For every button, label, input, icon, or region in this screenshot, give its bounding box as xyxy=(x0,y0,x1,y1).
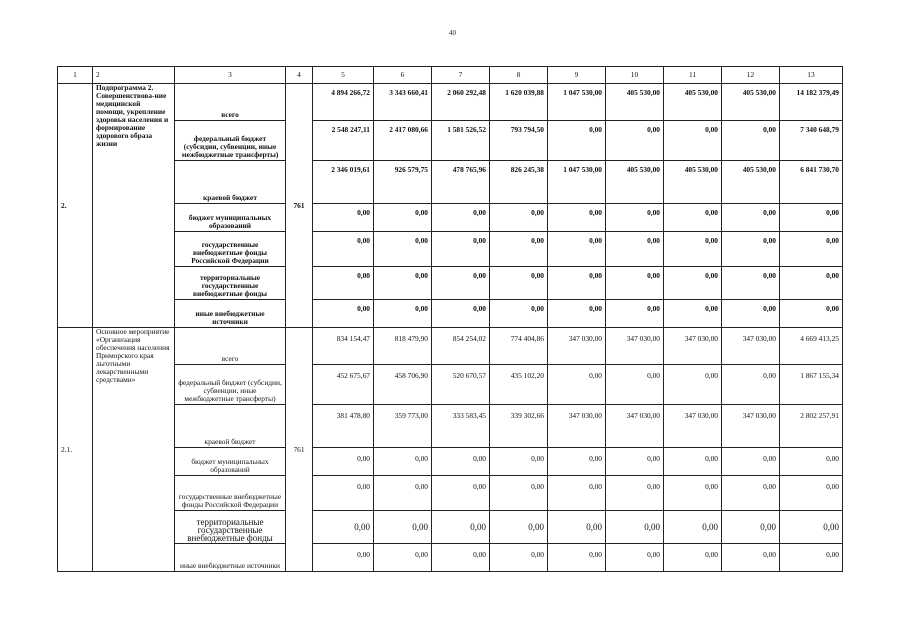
section-index: 2. xyxy=(58,84,93,328)
amount-cell: 0,00 xyxy=(432,448,490,476)
amount-cell: 0,00 xyxy=(313,300,374,328)
funding-row xyxy=(58,544,843,572)
amount-cell: 0,00 xyxy=(374,300,432,328)
amount-cell: 347 030,00 xyxy=(722,328,780,365)
amount-cell: 4 894 266,72 xyxy=(313,84,374,121)
amount-cell: 339 302,66 xyxy=(490,405,548,448)
budget-code: 761 xyxy=(286,84,313,328)
amount-cell: 0,00 xyxy=(606,121,664,161)
amount-cell: 405 530,00 xyxy=(606,161,664,204)
budget-code: 761 xyxy=(286,328,313,572)
amount-cell: 0,00 xyxy=(548,204,606,232)
amount-cell: 0,00 xyxy=(664,300,722,328)
amount-cell: 14 182 379,49 xyxy=(780,84,843,121)
amount-cell: 1 581 526,52 xyxy=(432,121,490,161)
funding-source: государственные внебюджетные фонды Российской Федерации xyxy=(175,232,286,267)
section-index: 2.1. xyxy=(58,328,93,572)
amount-cell: 0,00 xyxy=(722,121,780,161)
funding-row xyxy=(58,511,843,544)
main-activity-section xyxy=(58,328,843,572)
amount-cell: 0,00 xyxy=(664,204,722,232)
amount-cell: 0,00 xyxy=(374,511,432,544)
funding-row xyxy=(58,84,843,121)
amount-cell: 0,00 xyxy=(548,448,606,476)
funding-source: всего xyxy=(175,84,286,121)
amount-cell: 6 841 730,70 xyxy=(780,161,843,204)
amount-cell: 0,00 xyxy=(432,544,490,572)
amount-cell: 0,00 xyxy=(664,511,722,544)
amount-cell: 435 102,20 xyxy=(490,365,548,405)
amount-cell: 0,00 xyxy=(490,544,548,572)
funding-row xyxy=(58,476,843,511)
amount-cell: 0,00 xyxy=(432,511,490,544)
amount-cell: 0,00 xyxy=(490,267,548,300)
amount-cell: 0,00 xyxy=(606,544,664,572)
funding-row xyxy=(58,267,843,300)
amount-cell: 2 346 019,61 xyxy=(313,161,374,204)
funding-source: иные внебюджетные источники xyxy=(175,300,286,328)
amount-cell: 381 478,80 xyxy=(313,405,374,448)
amount-cell: 0,00 xyxy=(664,232,722,267)
section-name: Подпрограмма 2. Совершенствова-ние медицинской помощи, укрепление здоровья населения и формирование здорового образа жизни xyxy=(93,84,175,328)
funding-row xyxy=(58,365,843,405)
amount-cell: 0,00 xyxy=(606,365,664,405)
section-name: Основное мероприятие «Организация обеспечения населения Приморского края льготными лекарственными средствами» xyxy=(93,328,175,572)
amount-cell: 405 530,00 xyxy=(722,84,780,121)
amount-cell: 0,00 xyxy=(313,476,374,511)
amount-cell: 333 583,45 xyxy=(432,405,490,448)
amount-cell: 0,00 xyxy=(548,300,606,328)
funding-source: иные внебюджетные источники xyxy=(175,544,286,572)
amount-cell: 0,00 xyxy=(664,365,722,405)
amount-cell: 2 417 080,66 xyxy=(374,121,432,161)
funding-row xyxy=(58,232,843,267)
amount-cell: 0,00 xyxy=(722,232,780,267)
amount-cell: 0,00 xyxy=(548,476,606,511)
amount-cell: 0,00 xyxy=(374,448,432,476)
amount-cell: 0,00 xyxy=(432,204,490,232)
amount-cell: 0,00 xyxy=(313,448,374,476)
funding-row xyxy=(58,328,843,365)
amount-cell: 926 579,75 xyxy=(374,161,432,204)
funding-source: федеральный бюджет (субсидии, субвенции, иные межбюджетные трансферты) xyxy=(175,365,286,405)
amount-cell: 0,00 xyxy=(313,267,374,300)
amount-cell: 0,00 xyxy=(374,204,432,232)
amount-cell: 347 030,00 xyxy=(722,405,780,448)
amount-cell: 478 765,96 xyxy=(432,161,490,204)
amount-cell: 0,00 xyxy=(548,121,606,161)
amount-cell: 793 794,50 xyxy=(490,121,548,161)
funding-source: всего xyxy=(175,328,286,365)
amount-cell: 452 675,67 xyxy=(313,365,374,405)
funding-row xyxy=(58,448,843,476)
amount-cell: 0,00 xyxy=(780,204,843,232)
amount-cell: 0,00 xyxy=(490,511,548,544)
amount-cell: 0,00 xyxy=(780,544,843,572)
amount-cell: 0,00 xyxy=(490,448,548,476)
column-number: 5 xyxy=(313,67,374,84)
amount-cell: 818 479,90 xyxy=(374,328,432,365)
amount-cell: 405 530,00 xyxy=(664,161,722,204)
amount-cell: 774 404,86 xyxy=(490,328,548,365)
amount-cell: 0,00 xyxy=(313,511,374,544)
amount-cell: 0,00 xyxy=(432,476,490,511)
amount-cell: 0,00 xyxy=(722,365,780,405)
column-number: 4 xyxy=(286,67,313,84)
column-number: 10 xyxy=(606,67,664,84)
funding-row xyxy=(58,405,843,448)
amount-cell: 1 047 530,00 xyxy=(548,161,606,204)
amount-cell: 0,00 xyxy=(722,448,780,476)
amount-cell: 0,00 xyxy=(722,204,780,232)
funding-row xyxy=(58,121,843,161)
amount-cell: 0,00 xyxy=(606,267,664,300)
amount-cell: 520 670,57 xyxy=(432,365,490,405)
column-number: 12 xyxy=(722,67,780,84)
amount-cell: 0,00 xyxy=(313,204,374,232)
amount-cell: 347 030,00 xyxy=(664,328,722,365)
amount-cell: 359 773,00 xyxy=(374,405,432,448)
amount-cell: 0,00 xyxy=(606,232,664,267)
funding-source: краевой бюджет xyxy=(175,161,286,204)
amount-cell: 0,00 xyxy=(606,300,664,328)
amount-cell: 0,00 xyxy=(722,476,780,511)
amount-cell: 0,00 xyxy=(722,300,780,328)
page-number: 40 xyxy=(449,29,456,37)
amount-cell: 0,00 xyxy=(722,511,780,544)
amount-cell: 347 030,00 xyxy=(664,405,722,448)
amount-cell: 405 530,00 xyxy=(722,161,780,204)
amount-cell: 826 245,38 xyxy=(490,161,548,204)
amount-cell: 0,00 xyxy=(606,511,664,544)
amount-cell: 3 343 660,41 xyxy=(374,84,432,121)
funding-source: территориальные государственные внебюджетные фонды xyxy=(175,511,286,544)
funding-source: бюджет муниципальных образований xyxy=(175,448,286,476)
amount-cell: 0,00 xyxy=(490,204,548,232)
funding-row xyxy=(58,161,843,204)
amount-cell: 0,00 xyxy=(780,448,843,476)
amount-cell: 834 154,47 xyxy=(313,328,374,365)
amount-cell: 0,00 xyxy=(664,476,722,511)
column-number: 2 xyxy=(93,67,175,84)
amount-cell: 0,00 xyxy=(432,267,490,300)
amount-cell: 0,00 xyxy=(780,511,843,544)
funding-source: бюджет муниципальных образований xyxy=(175,204,286,232)
amount-cell: 0,00 xyxy=(780,267,843,300)
funding-source: краевой бюджет xyxy=(175,405,286,448)
column-number: 6 xyxy=(374,67,432,84)
amount-cell: 347 030,00 xyxy=(606,405,664,448)
amount-cell: 0,00 xyxy=(374,476,432,511)
amount-cell: 0,00 xyxy=(664,544,722,572)
column-number-row xyxy=(58,67,843,84)
column-number: 1 xyxy=(58,67,93,84)
column-number: 3 xyxy=(175,67,286,84)
amount-cell: 347 030,00 xyxy=(548,328,606,365)
amount-cell: 0,00 xyxy=(432,232,490,267)
subprogram-section xyxy=(58,84,843,328)
amount-cell: 347 030,00 xyxy=(548,405,606,448)
amount-cell: 0,00 xyxy=(606,448,664,476)
amount-cell: 0,00 xyxy=(548,544,606,572)
amount-cell: 2 802 257,91 xyxy=(780,405,843,448)
amount-cell: 0,00 xyxy=(780,300,843,328)
amount-cell: 0,00 xyxy=(722,267,780,300)
amount-cell: 4 669 413,25 xyxy=(780,328,843,365)
amount-cell: 854 254,02 xyxy=(432,328,490,365)
amount-cell: 0,00 xyxy=(664,121,722,161)
amount-cell: 0,00 xyxy=(490,232,548,267)
column-number: 13 xyxy=(780,67,843,84)
amount-cell: 0,00 xyxy=(606,204,664,232)
amount-cell: 0,00 xyxy=(313,232,374,267)
amount-cell: 0,00 xyxy=(780,232,843,267)
amount-cell: 405 530,00 xyxy=(606,84,664,121)
amount-cell: 458 706,90 xyxy=(374,365,432,405)
amount-cell: 1 620 039,88 xyxy=(490,84,548,121)
amount-cell: 7 340 648,79 xyxy=(780,121,843,161)
funding-source: территориальные государственные внебюджетные фонды xyxy=(175,267,286,300)
funding-row xyxy=(58,204,843,232)
amount-cell: 1 867 155,34 xyxy=(780,365,843,405)
column-number: 7 xyxy=(432,67,490,84)
funding-source: государственные внебюджетные фонды Российской Федерации xyxy=(175,476,286,511)
amount-cell: 1 047 530,00 xyxy=(548,84,606,121)
amount-cell: 0,00 xyxy=(606,476,664,511)
amount-cell: 347 030,00 xyxy=(606,328,664,365)
amount-cell: 2 060 292,48 xyxy=(432,84,490,121)
column-number: 8 xyxy=(490,67,548,84)
amount-cell: 0,00 xyxy=(664,448,722,476)
funding-source: федеральный бюджет (субсидии, субвенции, иные межбюджетные трансферты) xyxy=(175,121,286,161)
amount-cell: 0,00 xyxy=(432,300,490,328)
amount-cell: 405 530,00 xyxy=(664,84,722,121)
amount-cell: 0,00 xyxy=(780,476,843,511)
amount-cell: 0,00 xyxy=(548,267,606,300)
financing-table xyxy=(57,66,843,572)
amount-cell: 0,00 xyxy=(374,544,432,572)
amount-cell: 0,00 xyxy=(313,544,374,572)
amount-cell: 0,00 xyxy=(548,365,606,405)
amount-cell: 0,00 xyxy=(374,267,432,300)
column-number: 11 xyxy=(664,67,722,84)
amount-cell: 0,00 xyxy=(548,232,606,267)
column-number: 9 xyxy=(548,67,606,84)
amount-cell: 0,00 xyxy=(722,544,780,572)
amount-cell: 0,00 xyxy=(374,232,432,267)
amount-cell: 2 548 247,11 xyxy=(313,121,374,161)
funding-row xyxy=(58,300,843,328)
amount-cell: 0,00 xyxy=(490,300,548,328)
amount-cell: 0,00 xyxy=(490,476,548,511)
amount-cell: 0,00 xyxy=(664,267,722,300)
amount-cell: 0,00 xyxy=(548,511,606,544)
